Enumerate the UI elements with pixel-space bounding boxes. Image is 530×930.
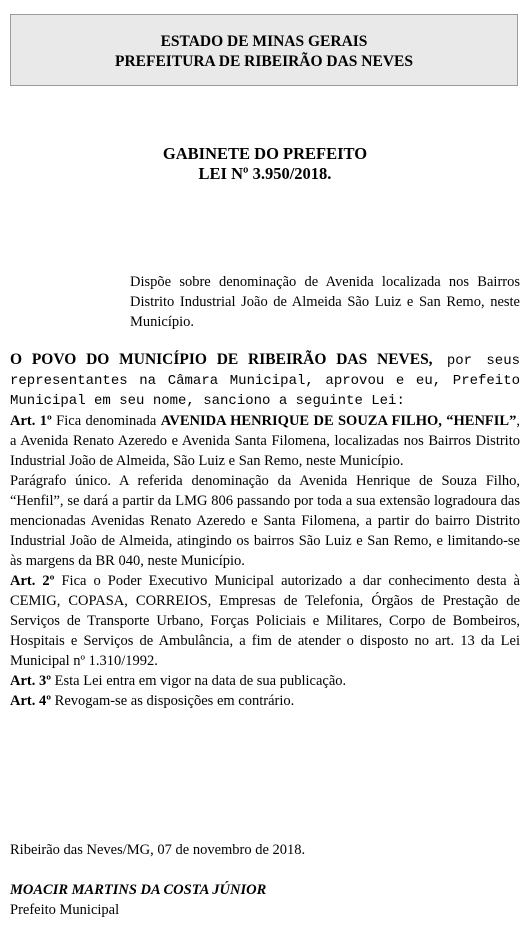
article-4 — [10, 691, 520, 711]
paragrafo-unico: Parágrafo único. A referida denominação da Avenida Henrique de Souza Filho, “Henfil”, se dará a partir da LMG 806 passando por toda a sua extensão logradoura das mencionadas Avenidas Renato Azeredo e Santa Filomena, a partir do bairro Distrito Industrial João de Almeida, atingindo os bairros São Luiz e San Remo, e limitando-se às margens da BR 040, neste Município. — [10, 473, 520, 569]
article-1-label: Art. 1º — [10, 413, 52, 429]
signature-block — [10, 880, 266, 920]
signer-role: Prefeito Municipal — [10, 902, 120, 918]
article-1-text2: , a Avenida Renato Azeredo e Avenida Santa Filomena, localizadas nos Bairros Distrito Industrial João de Almeida, São Luiz e San Remo, neste Município. — [10, 413, 520, 469]
article-3 — [10, 671, 520, 691]
article-2-label: Art. 2º — [10, 573, 55, 589]
article-4-text: Revogam-se as disposições em contrário. — [51, 693, 295, 709]
law-body — [10, 350, 520, 711]
preamble-text: por seus representantes na Câmara Municipal, aprovou e eu, Prefeito Municipal em seu nome, sanciono a seguinte Lei: — [10, 353, 520, 409]
header-prefecture: PREFEITURA DE RIBEIRÃO DAS NEVES — [114, 53, 413, 70]
title-office: GABINETE DO PREFEITO — [162, 144, 368, 163]
article-2-text: Fica o Poder Executivo Municipal autorizado a dar conhecimento desta à CEMIG, COPASA, CORREIOS, Empresas de Telefonia, Órgãos de Prestação de Serviços de Transporte Urbano, Forças Policiais e Militares, Corpo de Bombeiros, Hospitais e Serviços de Ambulância, a fim de atender o disposto no art. 13 da Lei Municipal nº 1.310/1992. — [10, 573, 520, 669]
header-state: ESTADO DE MINAS GERAIS — [160, 33, 368, 50]
header-banner — [10, 14, 518, 86]
article-1 — [10, 411, 520, 471]
ementa: Dispõe sobre denominação de Avenida localizada nos Bairros Distrito Industrial João de Almeida São Luiz e San Remo, neste Município. — [130, 274, 520, 330]
article-3-label: Art. 3º — [10, 673, 52, 689]
preamble-bold: O POVO DO MUNICÍPIO DE RIBEIRÃO DAS NEVES, — [10, 351, 433, 368]
article-2 — [10, 571, 520, 671]
article-3-text: Esta Lei entra em vigor na data de sua publicação. — [51, 673, 347, 689]
date-line: Ribeirão das Neves/MG, 07 de novembro de 2018. — [10, 842, 306, 858]
preamble — [10, 350, 520, 411]
avenue-name: AVENIDA HENRIQUE DE SOUZA FILHO, “HENFIL” — [160, 413, 517, 429]
document-title — [0, 144, 530, 184]
signer-name: MOACIR MARTINS DA COSTA JÚNIOR — [10, 882, 267, 898]
article-4-label: Art. 4º — [10, 693, 52, 709]
article-1-text1: Fica denominada — [51, 413, 161, 429]
title-law-number: LEI Nº 3.950/2018. — [198, 164, 332, 183]
